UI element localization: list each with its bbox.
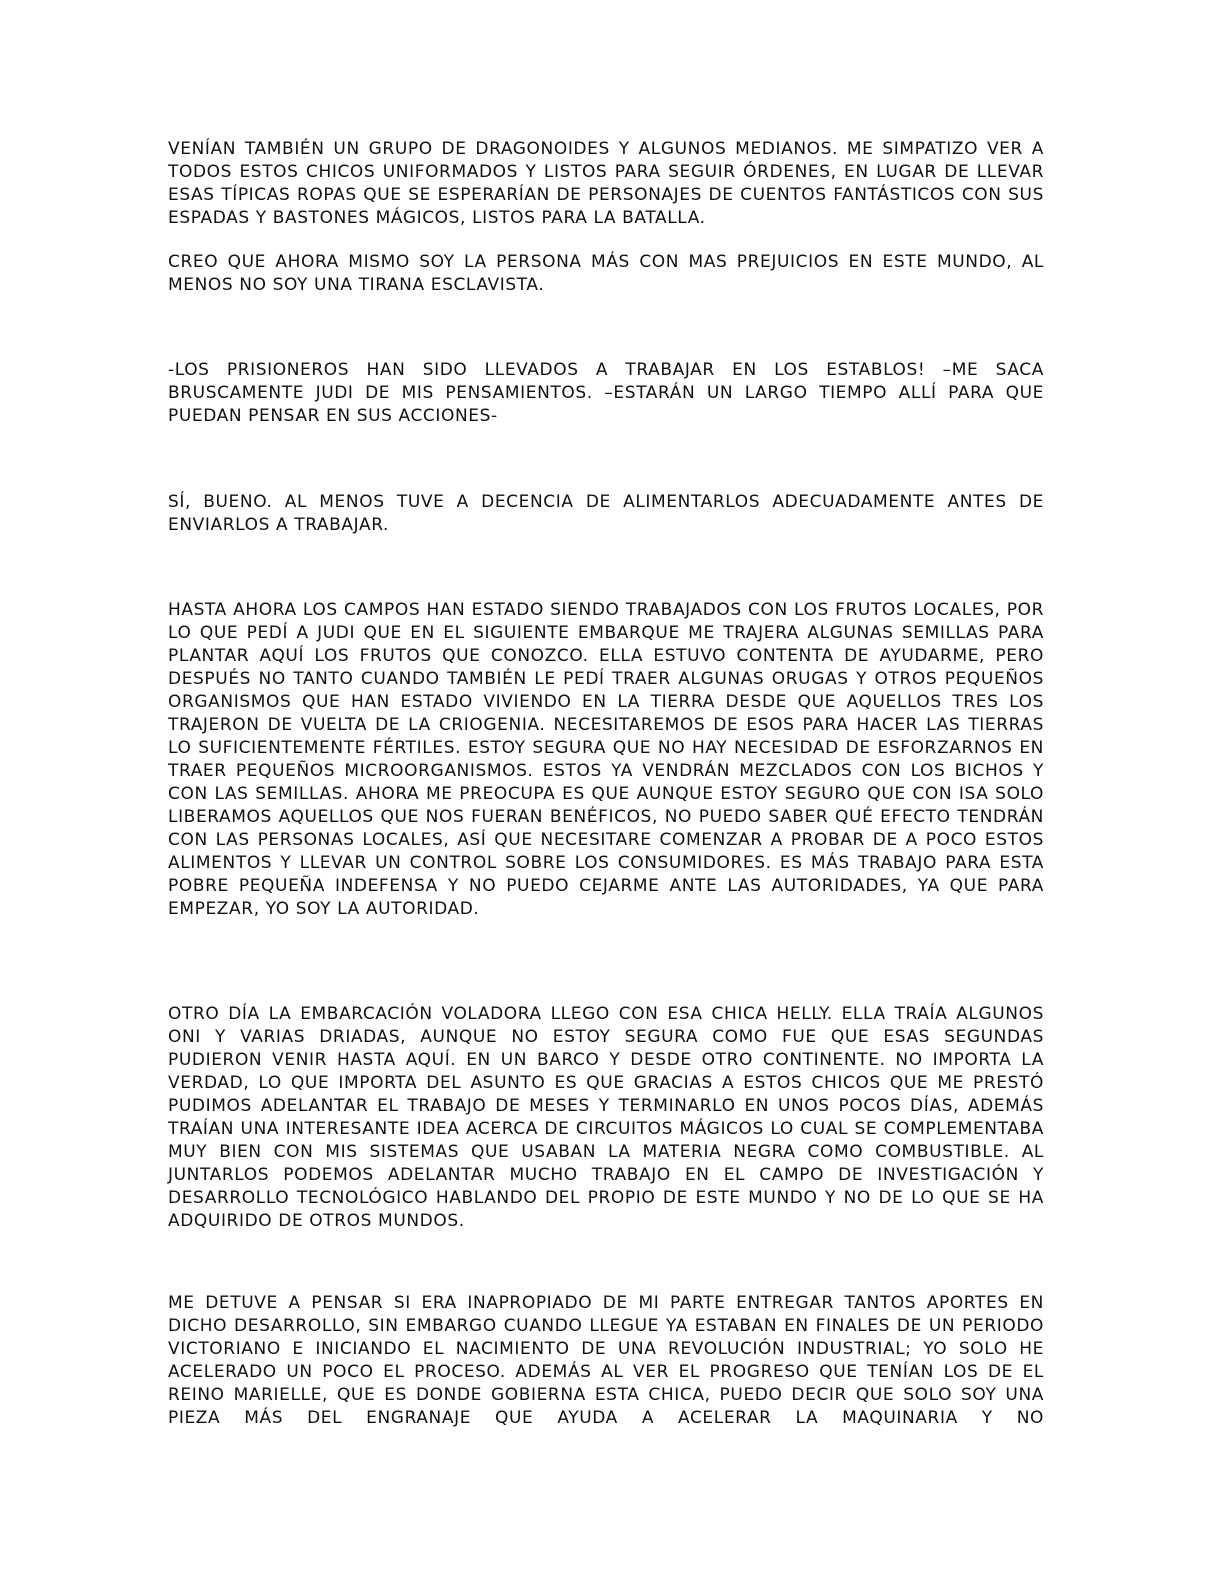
paragraph-3: -LOS PRISIONEROS HAN SIDO LLEVADOS A TRABAJAR EN LOS ESTABLOS! –ME SACA BRUSCAMENTE JUDI DE MIS PENSAMIENTOS. –ESTARÁN UN LARGO TIEMPO ALLÍ PARA QUE PUEDAN PENSAR EN SUS ACCIONES-	[168, 360, 1044, 426]
paragraph-2: CREO QUE AHORA MISMO SOY LA PERSONA MÁS CON MAS PREJUICIOS EN ESTE MUNDO, AL MENOS NO SOY UNA TIRANA ESCLAVISTA.	[168, 252, 1044, 295]
paragraph-7: ME DETUVE A PENSAR SI ERA INAPROPIADO DE MI PARTE ENTREGAR TANTOS APORTES EN DICHO DESARROLLO, SIN EMBARGO CUANDO LLEGUE YA ESTABAN EN FINALES DE UN PERIODO VICTORIANO E INICIANDO EL NACIMIENTO DE UNA REVOLUCIÓN INDUSTRIAL; YO SOLO HE ACELERADO UN POCO EL PROCESO. ADEMÁS AL VER EL PROGRESO QUE TENÍAN LOS DE EL REINO MARIELLE, QUE ES DONDE GOBIERNA ESTA CHICA, PUEDO DECIR QUE SOLO SOY UNA PIEZA MÁS DEL ENGRANAJE QUE AYUDA A ACELERAR LA MAQUINARIA Y NO	[168, 1293, 1044, 1428]
paragraph-6: OTRO DÍA LA EMBARCACIÓN VOLADORA LLEGO CON ESA CHICA HELLY. ELLA TRAÍA ALGUNOS ONI Y VARIAS DRIADAS, AUNQUE NO ESTOY SEGURA COMO FUE QUE ESAS SEGUNDAS PUDIERON VENIR HASTA AQUÍ. EN UN BARCO Y DESDE OTRO CONTINENTE. NO IMPORTA LA VERDAD, LO QUE IMPORTA DEL ASUNTO ES QUE GRACIAS A ESTOS CHICOS QUE ME PRESTÓ PUDIMOS ADELANTAR EL TRABAJO DE MESES Y TERMINARLO EN UNOS POCOS DÍAS, ADEMÁS TRAÍAN UNA INTERESANTE IDEA ACERCA DE CIRCUITOS MÁGICOS LO CUAL SE COMPLEMENTABA MUY BIEN CON MIS SISTEMAS QUE USABAN LA MATERIA NEGRA COMO COMBUSTIBLE. AL JUNTARLOS PODEMOS ADELANTAR MUCHO TRABAJO EN EL CAMPO DE INVESTIGACIÓN Y DESARROLLO TECNOLÓGICO HABLANDO DEL PROPIO DE ESTE MUNDO Y NO DE LO QUE SE HA ADQUIRIDO DE OTROS MUNDOS.	[168, 1004, 1044, 1231]
paragraph-1: VENÍAN TAMBIÉN UN GRUPO DE DRAGONOIDES Y ALGUNOS MEDIANOS. ME SIMPATIZO VER A TODOS ESTOS CHICOS UNIFORMADOS Y LISTOS PARA SEGUIR ÓRDENES, EN LUGAR DE LLEVAR ESAS TÍPICAS ROPAS QUE SE ESPERARÍAN DE PERSONAJES DE CUENTOS FANTÁSTICOS CON SUS ESPADAS Y BASTONES MÁGICOS, LISTOS PARA LA BATALLA.	[168, 139, 1044, 228]
paragraph-4: SÍ, BUENO. AL MENOS TUVE A DECENCIA DE ALIMENTARLOS ADECUADAMENTE ANTES DE ENVIARLOS A TRABAJAR.	[168, 492, 1044, 535]
paragraph-5: HASTA AHORA LOS CAMPOS HAN ESTADO SIENDO TRABAJADOS CON LOS FRUTOS LOCALES, POR LO QUE PEDÍ A JUDI QUE EN EL SIGUIENTE EMBARQUE ME TRAJERA ALGUNAS SEMILLAS PARA PLANTAR AQUÍ LOS FRUTOS QUE CONOZCO. ELLA ESTUVO CONTENTA DE AYUDARME, PERO DESPUÉS NO TANTO CUANDO TAMBIÉN LE PEDÍ TRAER ALGUNAS ORUGAS Y OTROS PEQUEÑOS ORGANISMOS QUE HAN ESTADO VIVIENDO EN LA TIERRA DESDE QUE AQUELLOS TRES LOS TRAJERON DE VUELTA DE LA CRIOGENIA. NECESITAREMOS DE ESOS PARA HACER LAS TIERRAS LO SUFICIENTEMENTE FÉRTILES. ESTOY SEGURA QUE NO HAY NECESIDAD DE ESFORZARNOS EN TRAER PEQUEÑOS MICROORGANISMOS. ESTOS YA VENDRÁN MEZCLADOS CON LOS BICHOS Y CON LAS SEMILLAS. AHORA ME PREOCUPA ES QUE AUNQUE ESTOY SEGURO QUE CON ISA SOLO LIBERAMOS AQUELLOS QUE NOS FUERAN BENÉFICOS, NO PUEDO SABER QUÉ EFECTO TENDRÁN CON LAS PERSONAS LOCALES, ASÍ QUE NECESITARE COMENZAR A PROBAR DE A POCO ESTOS ALIMENTOS Y LLEVAR UN CONTROL SOBRE LOS CONSUMIDORES. ES MÁS TRABAJO PARA ESTA POBRE PEQUEÑA INDEFENSA Y NO PUEDO CEJARME ANTE LAS AUTORIDADES, YA QUE PARA EMPEZAR, YO SOY LA AUTORIDAD.	[168, 600, 1044, 919]
